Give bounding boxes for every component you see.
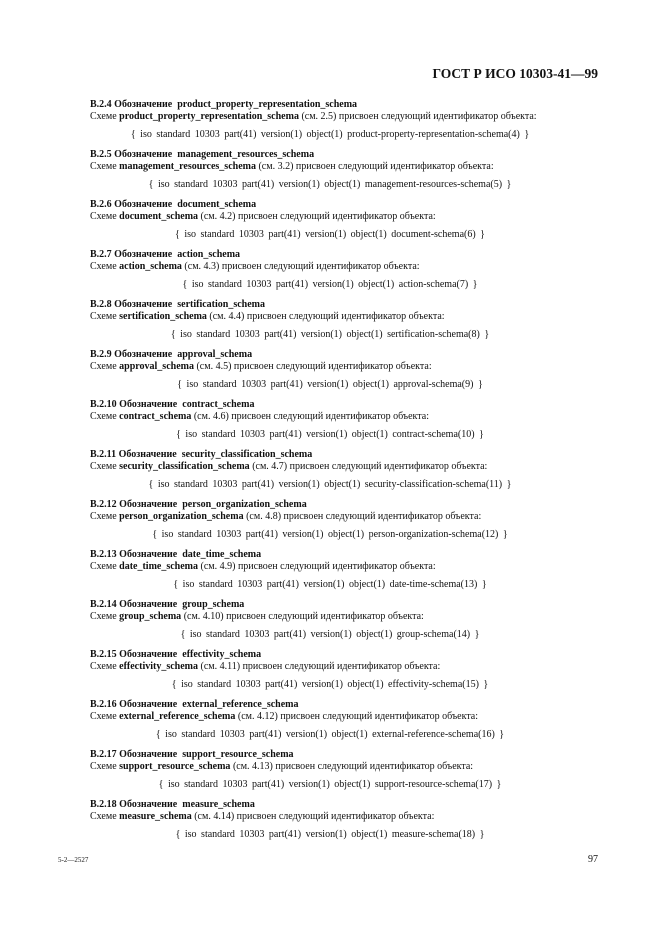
desc-suffix: присвоен следующий идентификатор объекта: (221, 261, 420, 272)
schema-name: product_property_representation_schema (177, 99, 358, 110)
section-b-2-4 (90, 99, 590, 149)
section-description (90, 811, 590, 823)
section-number: B.2.13 (90, 549, 117, 560)
section-description (90, 611, 590, 623)
section-b-2-14 (90, 599, 590, 649)
section-b-2-16 (90, 699, 590, 749)
heading-label: Обозначение (114, 99, 173, 110)
section-description (90, 461, 590, 473)
schema-name: measure_schema (182, 799, 255, 810)
section-number: B.2.14 (90, 599, 117, 610)
desc-suffix: присвоен следующий идентификатор объекта: (295, 161, 494, 172)
section-number: B.2.12 (90, 499, 117, 510)
section-reference: (см. 4.6) (193, 411, 229, 422)
object-identifier: { iso standard 10303 part(41) version(1) object(1) sertification-schema(8) } (170, 329, 490, 340)
section-number: B.2.4 (90, 99, 112, 110)
schema-name: contract_schema (182, 399, 255, 410)
section-heading (90, 299, 590, 311)
schema-name-ref: measure_schema (119, 811, 192, 822)
section-reference: (см. 4.3) (184, 261, 220, 272)
section-reference: (см. 4.5) (196, 361, 232, 372)
heading-label: Обозначение (119, 499, 178, 510)
section-reference: (см. 3.2) (258, 161, 294, 172)
section-b-2-12 (90, 499, 590, 549)
section-number: B.2.18 (90, 799, 117, 810)
schema-name-ref: contract_schema (119, 411, 192, 422)
section-heading (90, 499, 590, 511)
desc-prefix: Схеме (90, 711, 117, 722)
section-number: B.2.16 (90, 699, 117, 710)
schema-name: action_schema (177, 249, 241, 260)
object-identifier: { iso standard 10303 part(41) version(1) object(1) management-resources-schema(5) } (148, 179, 512, 190)
desc-suffix: присвоен следующий идентификатор объекта: (289, 461, 488, 472)
section-heading (90, 249, 590, 261)
section-b-2-10 (90, 399, 590, 449)
heading-label: Обозначение (119, 799, 178, 810)
desc-prefix: Схеме (90, 811, 117, 822)
section-heading (90, 199, 590, 211)
print-code: 5-2—2527 (58, 856, 89, 864)
section-b-2-18 (90, 799, 590, 849)
section-number: B.2.6 (90, 199, 112, 210)
section-reference: (см. 4.14) (194, 811, 235, 822)
section-description (90, 311, 590, 323)
object-identifier: { iso standard 10303 part(41) version(1) object(1) group-schema(14) } (180, 629, 480, 640)
section-number: B.2.10 (90, 399, 117, 410)
schema-name: person_organization_schema (182, 499, 307, 510)
object-identifier: { iso standard 10303 part(41) version(1) object(1) effectivity-schema(15) } (171, 679, 489, 690)
schema-name-ref: document_schema (119, 211, 199, 222)
desc-prefix: Схеме (90, 111, 117, 122)
schema-name-ref: group_schema (119, 611, 182, 622)
section-description (90, 361, 590, 373)
section-b-2-8 (90, 299, 590, 349)
section-reference: (см. 4.8) (246, 511, 282, 522)
schema-name: approval_schema (177, 349, 253, 360)
object-identifier: { iso standard 10303 part(41) version(1) object(1) external-reference-schema(16) } (155, 729, 505, 740)
schema-name: date_time_schema (182, 549, 262, 560)
object-identifier: { iso standard 10303 part(41) version(1) object(1) contract-schema(10) } (176, 429, 484, 440)
section-description (90, 761, 590, 773)
object-identifier: { iso standard 10303 part(41) version(1) object(1) security-classification-schema(11) } (148, 479, 512, 490)
heading-label: Обозначение (114, 299, 173, 310)
schema-name: support_resource_schema (182, 749, 294, 760)
object-identifier: { iso standard 10303 part(41) version(1) object(1) date-time-schema(13) } (173, 579, 487, 590)
section-reference: (см. 4.12) (237, 711, 278, 722)
section-reference: (см. 4.7) (252, 461, 288, 472)
schema-name: management_resources_schema (177, 149, 315, 160)
section-reference: (см. 4.2) (200, 211, 236, 222)
desc-prefix: Схеме (90, 561, 117, 572)
desc-suffix: присвоен следующий идентификатор объекта: (237, 211, 436, 222)
schema-name: security_classification_schema (181, 449, 313, 460)
desc-prefix: Схеме (90, 211, 117, 222)
section-number: B.2.9 (90, 349, 112, 360)
section-heading (90, 599, 590, 611)
section-heading (90, 149, 590, 161)
heading-label: Обозначение (114, 249, 173, 260)
section-description (90, 161, 590, 173)
section-number: B.2.11 (90, 449, 117, 460)
section-heading (90, 649, 590, 661)
section-heading (90, 799, 590, 811)
schema-name: group_schema (182, 599, 245, 610)
section-reference: (см. 4.10) (183, 611, 224, 622)
heading-label: Обозначение (119, 549, 178, 560)
section-number: B.2.5 (90, 149, 112, 160)
section-b-2-7 (90, 249, 590, 299)
heading-label: Обозначение (119, 399, 178, 410)
heading-label: Обозначение (119, 749, 178, 760)
schema-name-ref: external_reference_schema (119, 711, 236, 722)
section-b-2-6 (90, 199, 590, 249)
desc-suffix: присвоен следующий идентификатор объекта: (233, 361, 432, 372)
object-identifier: { iso standard 10303 part(41) version(1) object(1) action-schema(7) } (182, 279, 478, 290)
object-identifier: { iso standard 10303 part(41) version(1) object(1) approval-schema(9) } (177, 379, 483, 390)
desc-prefix: Схеме (90, 761, 117, 772)
page-number: 97 (588, 854, 598, 865)
schema-name-ref: action_schema (119, 261, 182, 272)
desc-suffix: присвоен следующий идентификатор объекта: (280, 711, 479, 722)
object-identifier: { iso standard 10303 part(41) version(1) object(1) person-organization-schema(12) } (152, 529, 508, 540)
section-description (90, 511, 590, 523)
desc-suffix: присвоен следующий идентификатор объекта: (275, 761, 474, 772)
schema-name: external_reference_schema (182, 699, 299, 710)
schema-name: document_schema (177, 199, 257, 210)
schema-name: effectivity_schema (182, 649, 262, 660)
object-identifier: { iso standard 10303 part(41) version(1) object(1) document-schema(6) } (175, 229, 485, 240)
section-description (90, 711, 590, 723)
desc-suffix: присвоен следующий идентификатор объекта: (231, 411, 429, 422)
section-b-2-15 (90, 649, 590, 699)
object-identifier: { iso standard 10303 part(41) version(1) object(1) product-property-representation-schema(4) } (130, 129, 530, 140)
heading-label: Обозначение (119, 599, 178, 610)
section-heading (90, 749, 590, 761)
desc-suffix: присвоен следующий идентификатор объекта: (246, 311, 445, 322)
section-b-2-5 (90, 149, 590, 199)
section-heading (90, 99, 590, 111)
section-description (90, 561, 590, 573)
section-reference: (см. 4.4) (209, 311, 245, 322)
heading-label: Обозначение (119, 649, 178, 660)
desc-suffix: присвоен следующий идентификатор объекта: (236, 811, 435, 822)
schema-name: sertification_schema (177, 299, 266, 310)
section-number: B.2.15 (90, 649, 117, 660)
section-number: B.2.17 (90, 749, 117, 760)
heading-label: Обозначение (114, 149, 173, 160)
heading-label: Обозначение (119, 699, 178, 710)
section-heading (90, 349, 590, 361)
heading-label: Обозначение (114, 199, 173, 210)
section-heading (90, 399, 590, 411)
section-description (90, 411, 590, 423)
section-heading (90, 549, 590, 561)
schema-name-ref: approval_schema (119, 361, 194, 372)
section-b-2-9 (90, 349, 590, 399)
section-b-2-11 (90, 449, 590, 499)
desc-suffix: присвоен следующий идентификатор объекта: (237, 561, 436, 572)
schema-name-ref: person_organization_schema (119, 511, 244, 522)
document-body (90, 99, 590, 849)
heading-label: Обозначение (118, 449, 177, 460)
desc-prefix: Схеме (90, 361, 117, 372)
section-description (90, 211, 590, 223)
section-description (90, 661, 590, 673)
section-reference: (см. 4.9) (200, 561, 236, 572)
desc-prefix: Схеме (90, 461, 117, 472)
desc-prefix: Схеме (90, 611, 117, 622)
schema-name-ref: date_time_schema (119, 561, 199, 572)
section-b-2-17 (90, 749, 590, 799)
section-number: B.2.7 (90, 249, 112, 260)
desc-suffix: присвоен следующий идентификатор объекта: (242, 661, 441, 672)
document-header: ГОСТ Р ИСО 10303-41—99 (432, 66, 598, 81)
desc-suffix: присвоен следующий идентификатор объекта: (283, 511, 482, 522)
section-heading (90, 699, 590, 711)
section-b-2-13 (90, 549, 590, 599)
desc-prefix: Схеме (90, 661, 117, 672)
section-reference: (см. 4.11) (200, 661, 241, 672)
schema-name-ref: effectivity_schema (119, 661, 198, 672)
schema-name-ref: management_resources_schema (119, 161, 256, 172)
section-description (90, 261, 590, 273)
desc-suffix: присвоен следующий идентификатор объекта: (226, 611, 424, 622)
schema-name-ref: support_resource_schema (119, 761, 231, 772)
section-reference: (см. 2.5) (301, 111, 337, 122)
section-reference: (см. 4.13) (232, 761, 273, 772)
desc-prefix: Схеме (90, 161, 117, 172)
desc-prefix: Схеме (90, 411, 117, 422)
section-number: B.2.8 (90, 299, 112, 310)
desc-prefix: Схеме (90, 261, 117, 272)
object-identifier: { iso standard 10303 part(41) version(1) object(1) support-resource-schema(17) } (158, 779, 502, 790)
object-identifier: { iso standard 10303 part(41) version(1) object(1) measure-schema(18) } (175, 829, 485, 840)
desc-prefix: Схеме (90, 311, 117, 322)
schema-name-ref: security_classification_schema (119, 461, 250, 472)
desc-suffix: присвоен следующий идентификатор объекта: (338, 111, 537, 122)
heading-label: Обозначение (114, 349, 173, 360)
schema-name-ref: sertification_schema (119, 311, 207, 322)
desc-prefix: Схеме (90, 511, 117, 522)
schema-name-ref: product_property_representation_schema (119, 111, 299, 122)
section-heading (90, 449, 590, 461)
section-description (90, 111, 590, 123)
